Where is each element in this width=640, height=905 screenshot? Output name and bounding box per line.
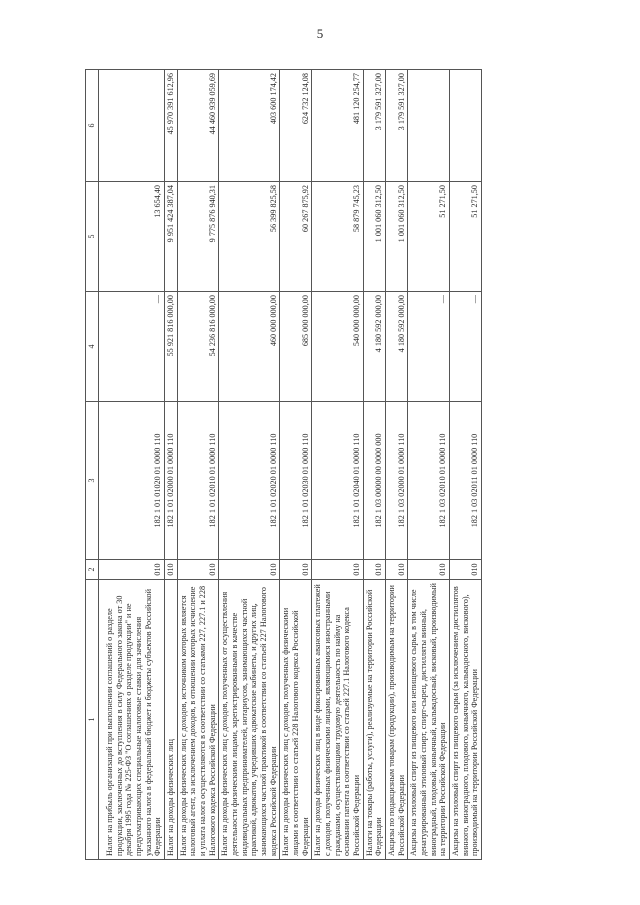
row-executed: 13 654,40: [99, 182, 165, 292]
row-plan: 685 000 000,00: [280, 292, 312, 402]
header-cell: 3: [86, 402, 99, 560]
row-budget-code: 182 1 01 02000 01 0000 110: [165, 402, 178, 560]
row-name: Акцизы на этиловый спирт из пищевого или непищевого сырья, в том числе денатурированный этиловый спирт, спирт-сырец, дистилляты винный, виноградный, плодовый, коньячный, кальвадосный, висковый, производимый на территории Российской Федерации: [408, 580, 450, 860]
row-plan: 540 000 000,00: [312, 292, 363, 402]
row-name: Налог на доходы физических лиц в виде фиксированных авансовых платежей с доходов, полученных физическими лицами, являющимися иностранными гражданами, осуществляющими трудовую деятельность по найму на основании патента в соответствии со статьей 227.1 Налогового кодекса Российской Федерации: [312, 580, 363, 860]
table-row: [386, 70, 408, 860]
row-budget-code: 182 1 01 02020 01 0000 110: [219, 402, 280, 560]
row-executed: 1 001 060 312,50: [363, 182, 385, 292]
page-number: 5: [316, 26, 324, 41]
row-name: Налог на доходы физических лиц с доходов, источником которых является налоговый агент, за исключением доходов, в отношении которых исчисление и уплата налога осуществляются в соответствии со статьями 227, 227.1 и 228 Налогового кодекса Российской Федерации: [177, 580, 219, 860]
table-row: [165, 70, 178, 860]
row-line-code: 010: [165, 560, 178, 580]
row-budget-code: 182 1 01 02030 01 0000 110: [280, 402, 312, 560]
row-budget-code: 182 1 01 02040 01 0000 110: [312, 402, 363, 560]
header-cell: 5: [86, 182, 99, 292]
table-row: [450, 70, 482, 860]
row-budget-code: 182 1 03 02000 01 0000 110: [386, 402, 408, 560]
row-remaining: [450, 70, 482, 182]
table-row: [280, 70, 312, 860]
row-line-code: 010: [450, 560, 482, 580]
table-row: [408, 70, 450, 860]
table-row: [312, 70, 363, 860]
row-executed: 60 267 875,92: [280, 182, 312, 292]
row-remaining: 3 179 591 327,00: [363, 70, 385, 182]
row-plan: —: [99, 292, 165, 402]
row-plan: 54 236 816 000,00: [177, 292, 219, 402]
header-cell: 2: [86, 560, 99, 580]
row-name: Налог на доходы физических лиц с доходов, полученных физическими лицами в соответствии со статьей 228 Налогового кодекса Российской Федерации: [280, 580, 312, 860]
table-row: [219, 70, 280, 860]
row-executed: 9 775 876 940,31: [177, 182, 219, 292]
row-remaining: [99, 70, 165, 182]
table-header-row: [86, 70, 99, 860]
row-executed: 51 271,50: [450, 182, 482, 292]
row-budget-code: 182 1 01 01020 01 0000 110: [99, 402, 165, 560]
row-remaining: [408, 70, 450, 182]
row-budget-code: 182 1 03 02011 01 0000 110: [450, 402, 482, 560]
row-line-code: 010: [408, 560, 450, 580]
row-remaining: 481 120 254,77: [312, 70, 363, 182]
row-executed: 56 399 825,58: [219, 182, 280, 292]
row-name: Налог на прибыль организаций при выполнении соглашений о разделе продукции, заключенных до вступления в силу Федерального закона от 30 декабря 1995 года № 225-ФЗ "О соглашениях о разделе продукции" и не предусматривающих специальные налоговые ставки для зачисления указанного налога в федеральный бюджет и бюджеты субъектов Российской Федерации: [99, 580, 165, 860]
table-row: [177, 70, 219, 860]
row-plan: 4 180 592 000,00: [363, 292, 385, 402]
row-budget-code: 182 1 03 00000 00 0000 000: [363, 402, 385, 560]
revenue-table: [85, 69, 482, 860]
row-line-code: 010: [312, 560, 363, 580]
row-budget-code: 182 1 03 02010 01 0000 110: [408, 402, 450, 560]
header-cell: 4: [86, 292, 99, 402]
row-remaining: 44 460 939 059,69: [177, 70, 219, 182]
row-line-code: 010: [363, 560, 385, 580]
row-remaining: 403 600 174,42: [219, 70, 280, 182]
row-executed: 51 271,50: [408, 182, 450, 292]
row-remaining: 624 732 124,08: [280, 70, 312, 182]
header-cell: 1: [86, 580, 99, 860]
row-name: Акцизы по подакцизным товарам (продукции), производимым на территории Российской Федерации: [386, 580, 408, 860]
table-row: [363, 70, 385, 860]
row-line-code: 010: [219, 560, 280, 580]
row-plan: 55 921 816 000,00: [165, 292, 178, 402]
row-remaining: 3 179 591 327,00: [386, 70, 408, 182]
row-plan: —: [408, 292, 450, 402]
header-cell: 6: [86, 70, 99, 182]
row-executed: 9 951 424 387,04: [165, 182, 178, 292]
row-line-code: 010: [99, 560, 165, 580]
row-name: Налог на доходы физических лиц с доходов, полученных от осуществления деятельности физическими лицами, зарегистрированными в качестве индивидуальных предпринимателей, нотариусов, занимающихся частной практикой, адвокатов, учредивших адвокатские кабинеты, и других лиц, занимающихся частной практикой в соответствии со статьей 227 Налогового кодекса Российской Федерации: [219, 580, 280, 860]
row-remaining: 45 970 391 612,96: [165, 70, 178, 182]
row-name: Налог на доходы физических лиц: [165, 580, 178, 860]
table-row: [99, 70, 165, 860]
row-executed: 58 879 745,23: [312, 182, 363, 292]
row-plan: —: [450, 292, 482, 402]
rotated-table-container: [85, 70, 555, 860]
row-line-code: 010: [177, 560, 219, 580]
row-plan: 460 000 000,00: [219, 292, 280, 402]
row-plan: 4 180 592 000,00: [386, 292, 408, 402]
row-executed: 1 001 060 312,50: [386, 182, 408, 292]
row-name: Налоги на товары (работы, услуги), реализуемые на территории Российской Федерации: [363, 580, 385, 860]
row-name: Акцизы на этиловый спирт из пищевого сырья (за исключением дистиллятов винного, виноградного, плодового, коньячного, кальвадосного, вискового), производимый на территории Российской Федерации: [450, 580, 482, 860]
row-line-code: 010: [386, 560, 408, 580]
row-budget-code: 182 1 01 02010 01 0000 110: [177, 402, 219, 560]
row-line-code: 010: [280, 560, 312, 580]
